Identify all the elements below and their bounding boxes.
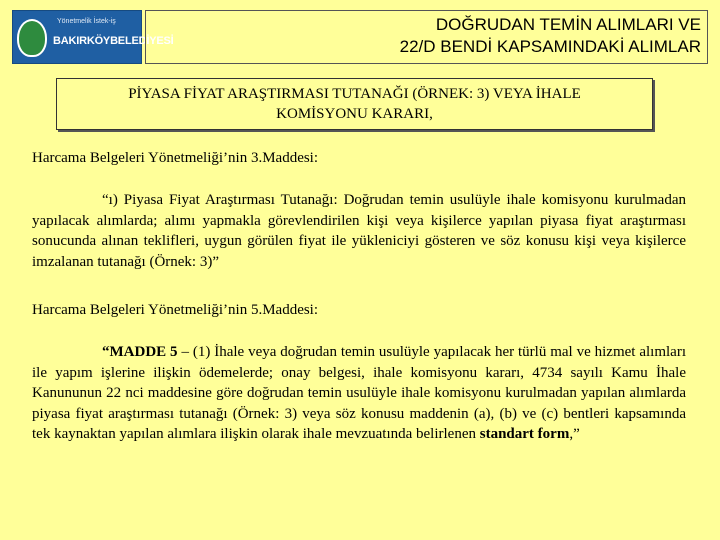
section2-quote-body: – (1) İhale veya doğrudan temin usulüyle yapılacak her türlü mal ve hizmet alımları ile yapım işlerine ilişkin ödemelerde; onay belgesi, ihale komisyonu kararı, 4734 sayılı Kamu İhale Kanununun 22 nci maddesine göre doğrudan temin usulüyle ihale komisyonu kurulmadan yapılan alımlarda piyasa fiyat araştırması tutanağı (Örnek: 3) veya söz konusu maddenin (a), (b) ve (c) bentleri kapsamında tek kaynaktan yapılan alımlara ilişkin olarak ihale mevzuatında belirlenen [32,344,686,442]
bakirkoy-logo [12,10,174,64]
section2-quote-end-bold: standart form [479,426,570,442]
section1-heading: Harcama Belgeleri Yönetmeliği’nin 3.Maddesi: [32,150,319,166]
tree-emblem-icon [17,19,47,57]
title-line-1: PİYASA FİYAT ARAŞTIRMASI TUTANAĞI (ÖRNEK: 3) VEYA İHALE [128,86,581,102]
section2-quote [32,342,686,445]
logo-name: BAKIRKÖYBELEDİYESİ [53,35,174,47]
header-line-2: 22/D BENDİ KAPSAMINDAKİ ALIMLAR [399,37,701,56]
section2-heading: Harcama Belgeleri Yönetmeliği’nin 5.Maddesi: [32,302,319,318]
header-line-1: DOĞRUDAN TEMİN ALIMLARI VE [435,15,701,34]
header-title [145,10,708,64]
title-line-2: KOMİSYONU KARARI, [276,106,433,122]
document-title-box [56,78,653,130]
logo-small-text: Yönetmelik İstek-iş [57,18,116,25]
section2-quote-bold: “MADDE 5 [102,344,178,360]
section1-quote: “ı) Piyasa Fiyat Araştırması Tutanağı: Doğrudan temin usulüyle ihale komisyonu kurulmadan yapılacak alımlarda; alımı yapmakla görevlendirilen kişi veya kişilerce yapılan piyasa fiyat araştırması sonucunda alınan teklifleri, uygun görülen fiyat ile yükleniciyi gösteren ve söz konusu kişi veya kişilerce imzalanan tutanağı (Örnek: 3)” [32,192,686,270]
section2-quote-end: ,” [569,426,580,442]
